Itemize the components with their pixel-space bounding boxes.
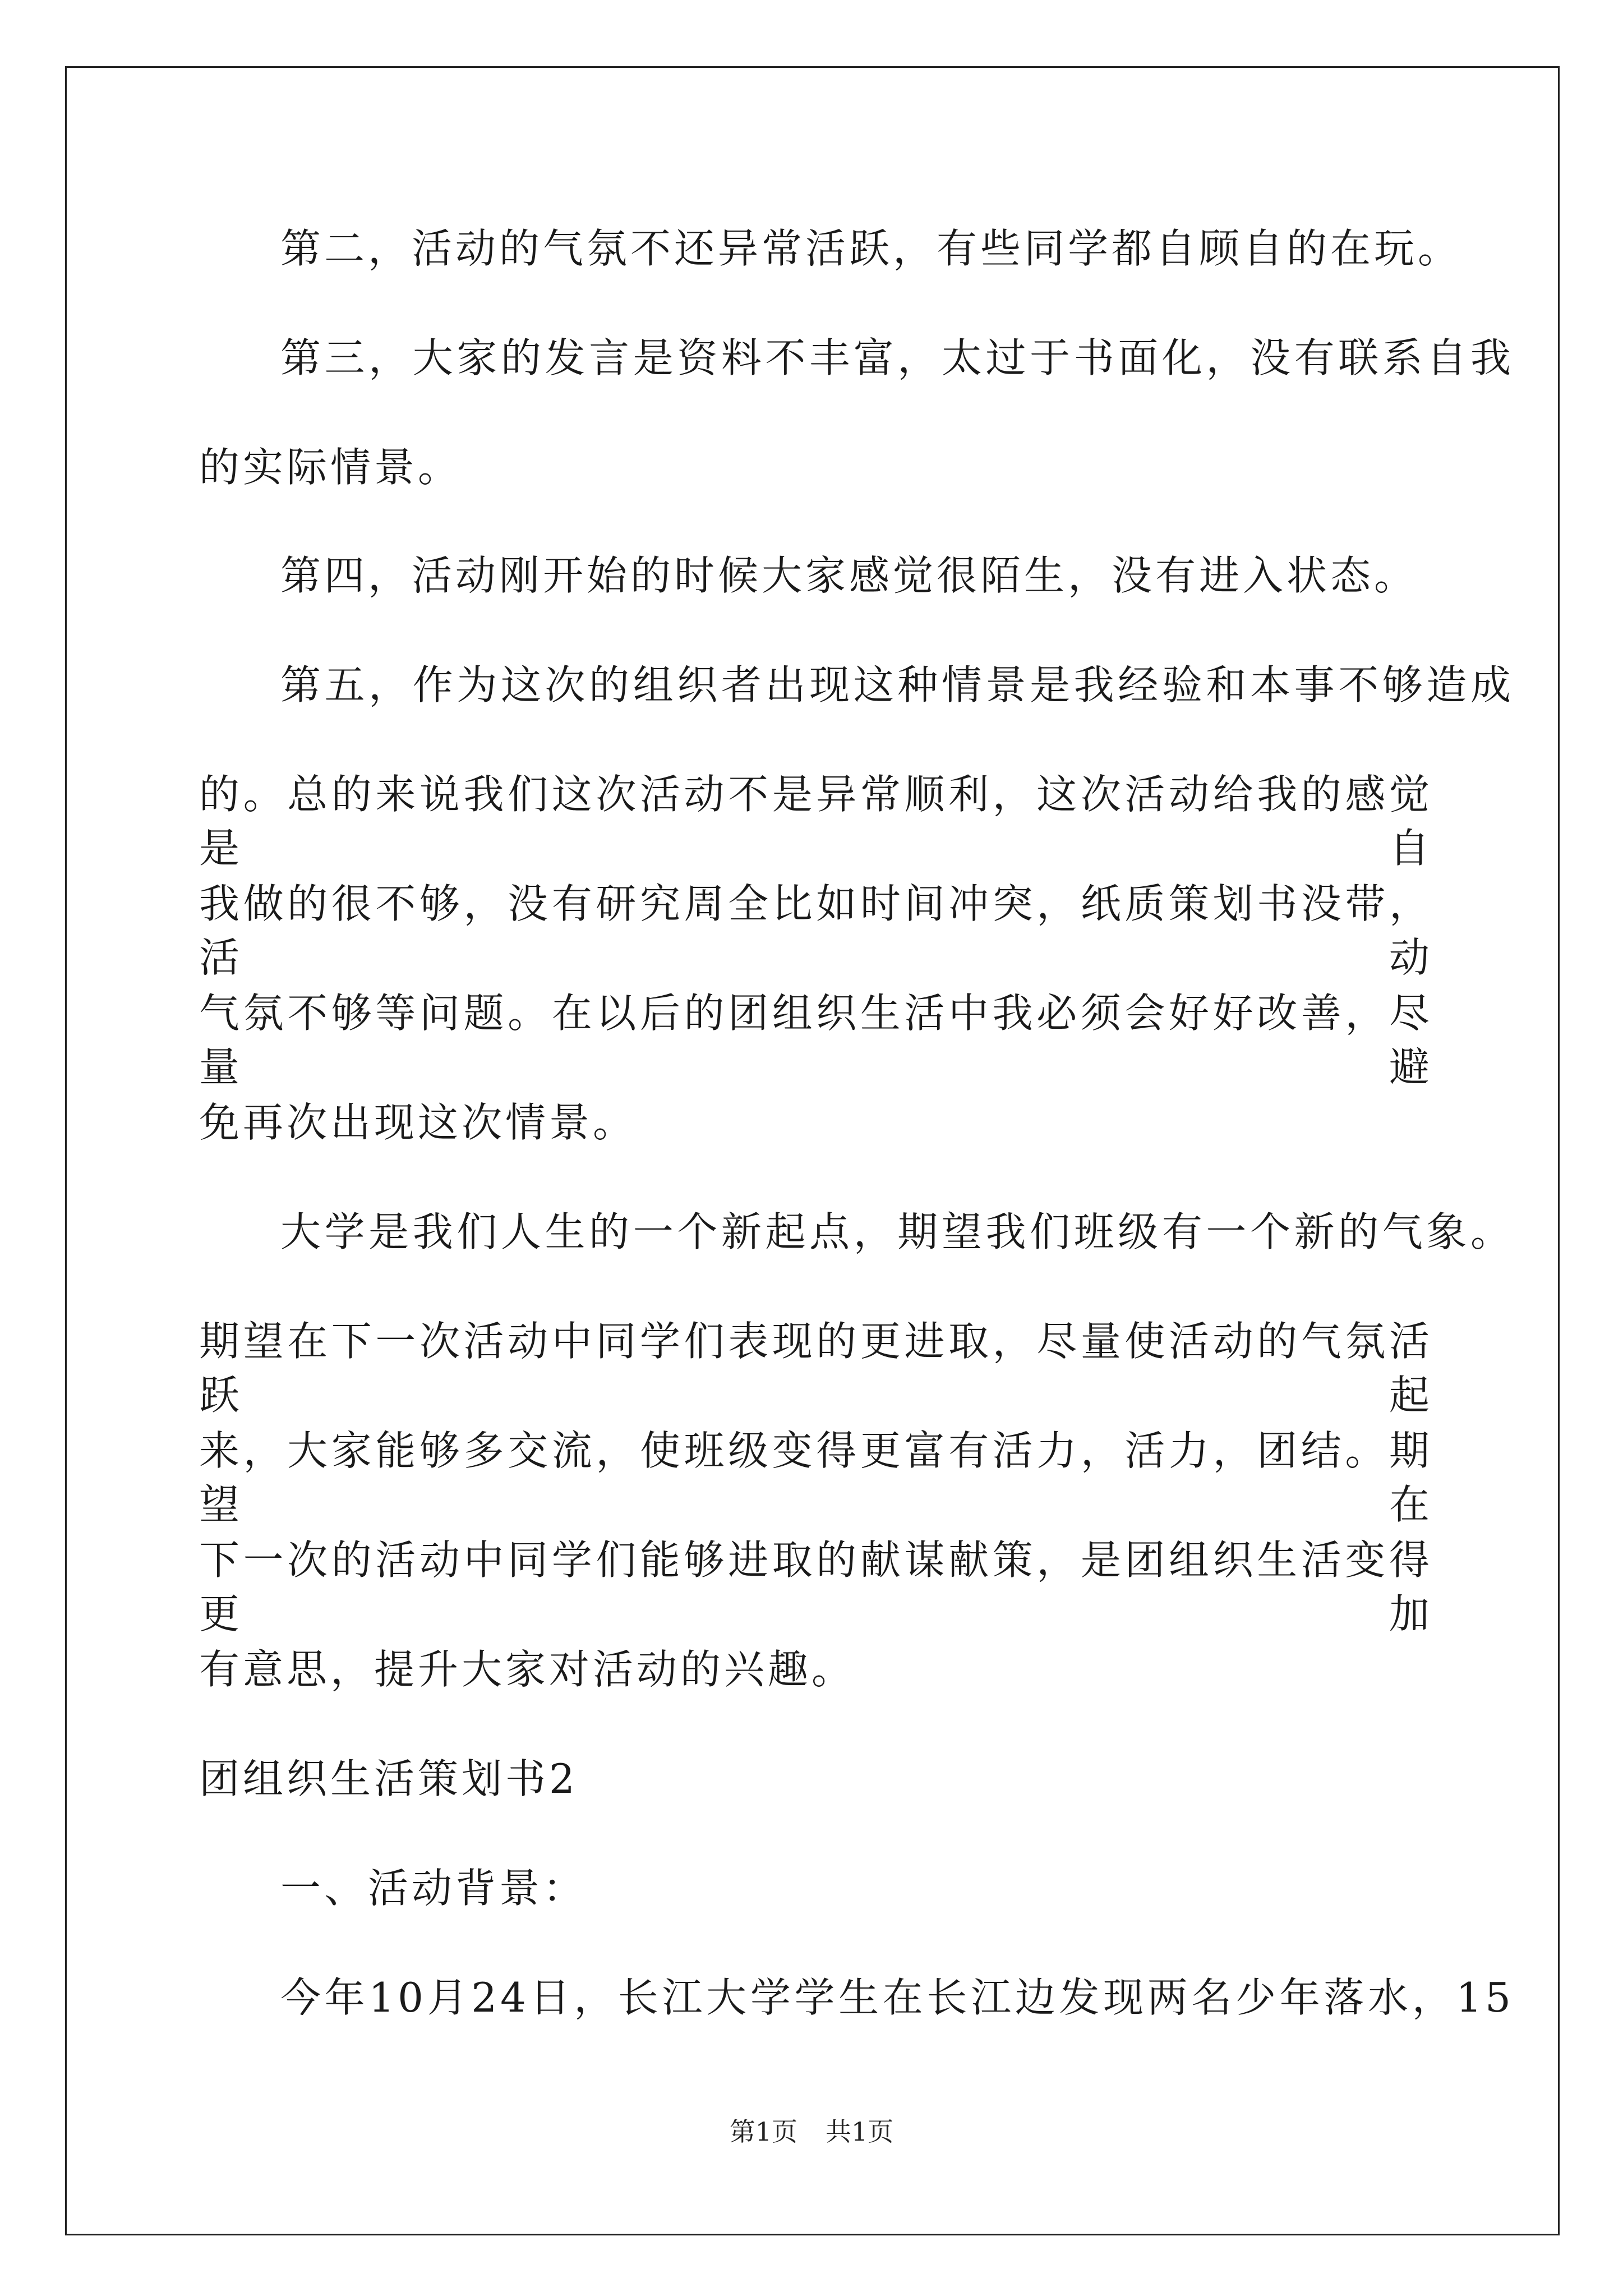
paragraph-line: 有意思，提升大家对活动的兴趣。	[199, 1646, 856, 1693]
paragraph-line: 我做的很不够，没有研究周全比如时间冲突，纸质策划书没带，活动	[199, 880, 1433, 981]
paragraph-line: 第三，大家的发言是资料不丰富，太过于书面化，没有联系自我	[280, 334, 1514, 381]
subsection-heading: 一、活动背景：	[280, 1865, 587, 1912]
paragraph-line: 大学是我们人生的一个新起点，期望我们班级有一个新的气象。	[280, 1208, 1514, 1255]
paragraph-line: 下一次的活动中同学们能够进取的献谋献策，是团组织生活变得更加	[199, 1536, 1433, 1637]
paragraph-line: 第五，作为这次的组织者出现这种情景是我经验和本事不够造成	[280, 661, 1514, 708]
paragraph-line: 第二，活动的气氛不还异常活跃，有些同学都自顾自的在玩。	[280, 225, 1462, 272]
paragraph-line: 的实际情景。	[199, 444, 462, 491]
page-total: 共1页	[826, 2116, 894, 2147]
page-number: 第1页	[729, 2116, 797, 2147]
page-footer	[0, 2115, 1623, 2148]
section-heading: 团组织生活策划书2	[199, 1755, 578, 1802]
paragraph-line: 的。总的来说我们这次活动不是异常顺利，这次活动给我的感觉是自	[199, 771, 1433, 872]
paragraph-line: 第四，活动刚开始的时候大家感觉很陌生，没有进入状态。	[280, 552, 1418, 599]
paragraph-line: 气氛不够等问题。在以后的团组织生活中我必须会好好改善，尽量避	[199, 990, 1433, 1091]
paragraph-line: 来，大家能够多交流，使班级变得更富有活力，活力，团结。期望在	[199, 1427, 1433, 1528]
paragraph-line: 期望在下一次活动中同学们表现的更进取，尽量使活动的气氛活跃起	[199, 1318, 1433, 1419]
paragraph-line: 今年10月24日，长江大学学生在长江边发现两名少年落水，15	[280, 1974, 1514, 2021]
paragraph-line: 免再次出现这次情景。	[199, 1099, 637, 1146]
